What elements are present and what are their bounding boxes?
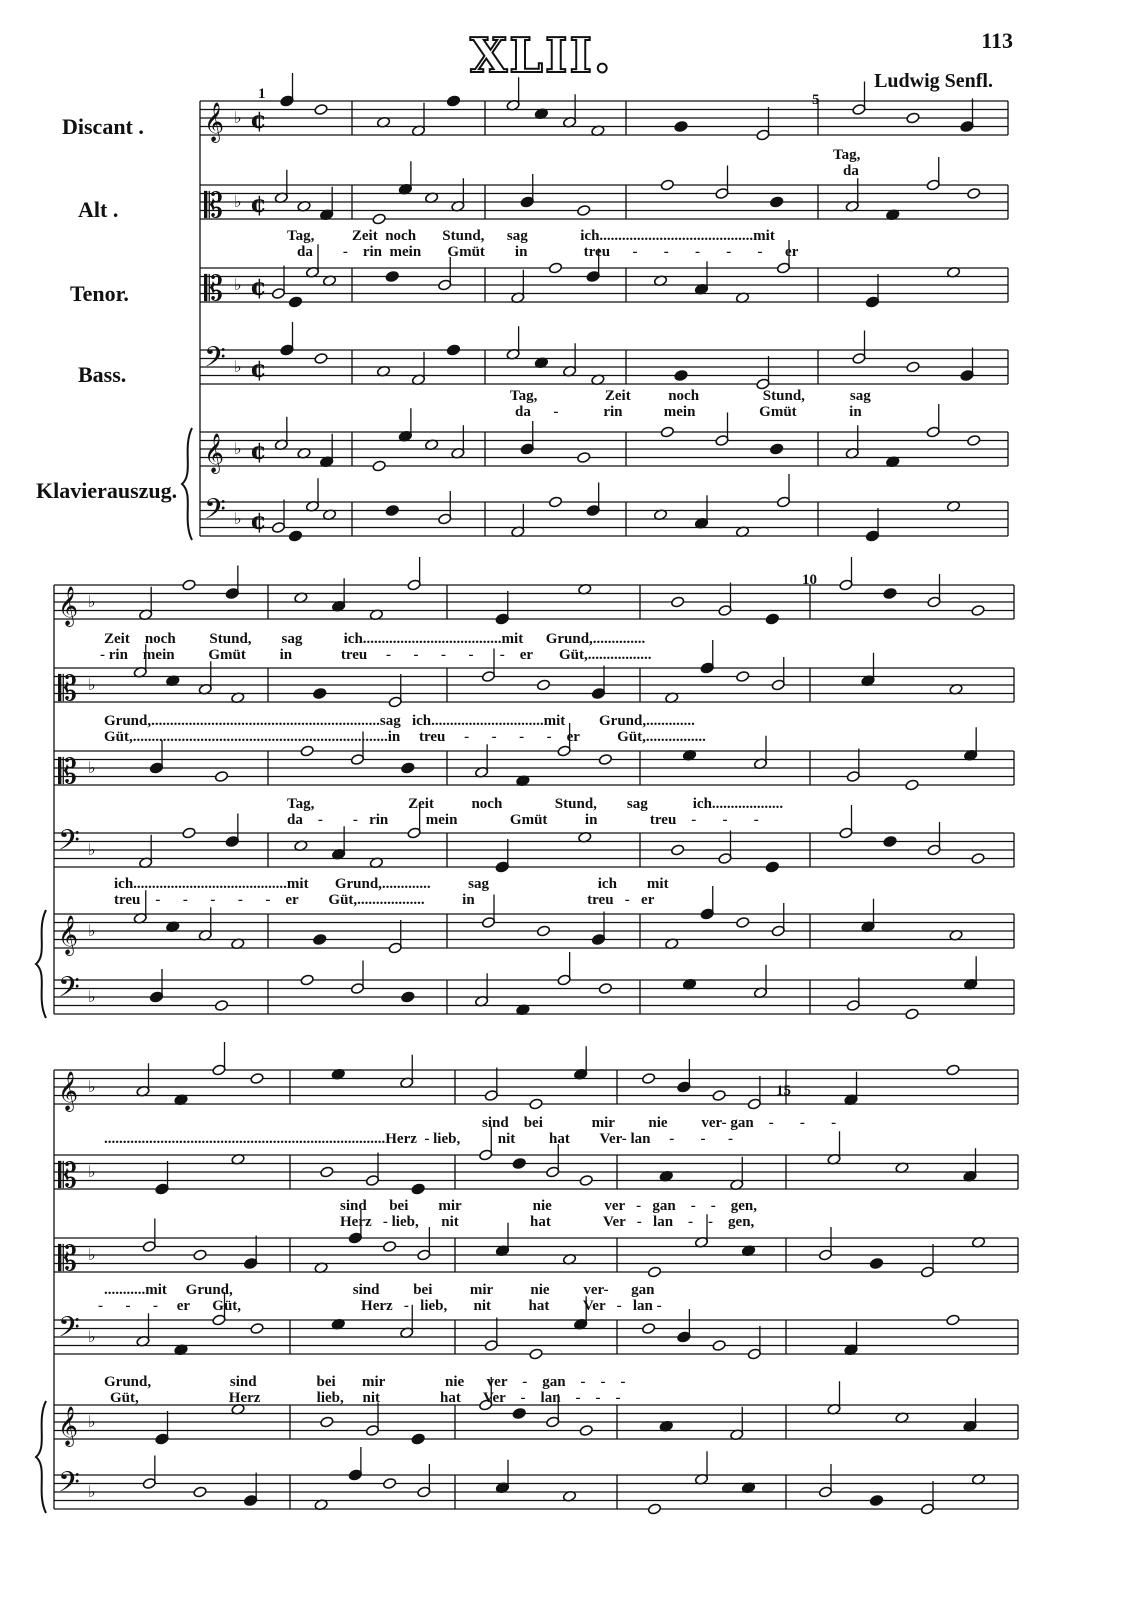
flat-key-signature: ♭ [88, 1162, 96, 1181]
lyric-s3-discant-line1: sind bei mir nie ver- gan - - - [482, 1115, 837, 1131]
note-head [385, 505, 399, 517]
voice-label-tenor: Tenor. [70, 281, 129, 306]
note-head [314, 353, 328, 365]
flat-key-signature: ♭ [88, 840, 96, 859]
note-head [529, 1348, 543, 1360]
time-signature: ¢ [250, 272, 267, 301]
lyric-s1-alt-line2: da - rin mein Gmüt in treu - - - - - er [297, 244, 799, 260]
lyric-s2-alt-line2: Güt,....................................................................in treu - - - - er Güt,................ [104, 729, 706, 745]
note-head [598, 754, 612, 766]
flat-key-signature: ♭ [88, 1482, 96, 1501]
note-head [401, 991, 415, 1003]
time-signature: ¢ [250, 506, 267, 535]
piano-brace [182, 428, 192, 540]
note-head [372, 213, 386, 225]
note-head [647, 1503, 661, 1515]
measure-number-15: 15 [776, 1083, 791, 1099]
flat-key-signature: ♭ [88, 1245, 96, 1264]
lyric-s2-bass-line1: ich.........................................mit Grund,............. sag ich mit [114, 876, 669, 892]
composer-name: Ludwig Senfl. [874, 70, 993, 92]
note-head [712, 1340, 726, 1352]
note-head [660, 426, 674, 438]
lyric-s3-discant-line2: ...........................................................................Herz - lieb, nit hat Ver- lan - - - [104, 1131, 733, 1147]
note-head [642, 1073, 656, 1085]
note-head [905, 1008, 919, 1020]
note-head [579, 1175, 593, 1187]
note-head [946, 1314, 960, 1326]
note-head [320, 1416, 334, 1428]
measure-number-10: 10 [802, 572, 817, 588]
lyric-s3-alt-line2: Herz - lieb, nit hat Ver - lan - - gen, [340, 1214, 755, 1230]
piece-title: XLII. [470, 28, 613, 84]
page-number: 113 [981, 28, 1013, 53]
flat-key-signature: ♭ [234, 108, 242, 127]
clef: 𝄡 [204, 186, 223, 226]
note-head [770, 443, 784, 455]
lyric-s2-tenor-line1: Tag, Zeit noch Stund, sag ich................... [287, 796, 784, 812]
note-head [214, 1000, 228, 1012]
clef: 𝄡 [58, 1239, 77, 1279]
time-signature: ¢ [250, 189, 267, 218]
note-head [674, 121, 688, 133]
note-head [971, 605, 985, 617]
flat-key-signature: ♭ [88, 921, 96, 940]
note-head [193, 1486, 207, 1498]
clef: 𝄞 [58, 1071, 79, 1111]
note-head [671, 844, 685, 856]
clef: 𝄞 [58, 586, 79, 626]
note-head [300, 745, 314, 757]
note-head [906, 112, 920, 124]
note-head [712, 1090, 726, 1102]
note-head [411, 1183, 425, 1195]
flat-key-signature: ♭ [88, 1327, 96, 1346]
lyric-s1-discant-line2: da [843, 163, 859, 179]
clef: 𝄞 [58, 915, 79, 955]
note-head [529, 1098, 543, 1110]
flat-key-signature: ♭ [88, 987, 96, 1006]
lyric-s2-discant-line1: Zeit noch Stund, sag ich.....................................mit Grund,.............. [104, 631, 646, 647]
time-signature: ¢ [250, 354, 267, 383]
clef: 𝄡 [58, 752, 77, 792]
time-signature: ¢ [250, 105, 267, 134]
lyric-s1-alt-line1: Tag, Zeit noch Stund, sag ich.........................................mit [287, 228, 775, 244]
lyric-s2-bass-line2: treu - - - - - er Güt,.................. in treu - er [114, 892, 655, 908]
note-head [401, 762, 415, 774]
lyric-s1-bass-line2: da - rin mein Gmüt in [515, 404, 862, 420]
flat-key-signature: ♭ [88, 758, 96, 777]
lyric-s3-tenor-line2: - - - er Güt, Herz - lieb, nit hat Ver - lan - [98, 1298, 662, 1314]
note-head [385, 271, 399, 283]
flat-key-signature: ♭ [234, 509, 242, 528]
lyric-s3-alt-line1: sind bei mir nie ver - gan - - gen, [340, 1198, 757, 1214]
note-head [906, 361, 920, 373]
note-head [765, 613, 779, 625]
measure-number-5: 5 [812, 92, 820, 108]
note-head [967, 435, 981, 447]
lyric-s3-tenor-line1: ...........mit Grund, sind bei mir nie ver- gan [104, 1282, 655, 1298]
note-head [642, 1323, 656, 1335]
note-head [182, 579, 196, 591]
note-head [372, 460, 386, 472]
clef: 𝄞 [204, 433, 225, 473]
lyric-s3-bass-line1: Grund, sind bei mir nie ver - gan - - - [104, 1374, 626, 1390]
lyric-s3-bass-line2: Güt, Herz lieb, nit hat Ver - lan - - - [110, 1390, 621, 1406]
lyric-s1-discant-line1: Tag, [833, 147, 861, 163]
clef: 𝄞 [58, 1406, 79, 1446]
note-head [300, 974, 314, 986]
note-head [548, 496, 562, 508]
flat-key-signature: ♭ [88, 592, 96, 611]
note-head [512, 1158, 526, 1170]
flat-key-signature: ♭ [88, 1077, 96, 1096]
note-head [313, 934, 327, 946]
note-head [674, 370, 688, 382]
note-head [736, 917, 750, 929]
note-head [971, 853, 985, 865]
note-head [883, 588, 897, 600]
note-head [736, 671, 750, 683]
note-head [660, 179, 674, 191]
note-head [869, 1495, 883, 1507]
flat-key-signature: ♭ [234, 275, 242, 294]
note-head [193, 1249, 207, 1261]
clef: 𝄢 [58, 824, 80, 864]
note-head [214, 771, 228, 783]
clef: 𝄢 [58, 971, 80, 1011]
note-head [250, 1073, 264, 1085]
note-head [577, 452, 591, 464]
voice-label-alt: Alt . [78, 197, 119, 222]
note-head [946, 1064, 960, 1076]
note-head [411, 1433, 425, 1445]
voice-label-bass: Bass. [78, 362, 127, 387]
note-head [967, 188, 981, 200]
clef: 𝄢 [58, 1311, 80, 1351]
flat-key-signature: ♭ [234, 192, 242, 211]
lyric-s2-alt-line1: Grund,.............................................................sag ich..............................mit Grund,............. [104, 713, 695, 729]
note-head [512, 1408, 526, 1420]
note-head [250, 1323, 264, 1335]
note-head [313, 688, 327, 700]
flat-key-signature: ♭ [234, 357, 242, 376]
note-head [314, 104, 328, 116]
note-head [446, 95, 460, 107]
flat-key-signature: ♭ [234, 439, 242, 458]
note-head [765, 861, 779, 873]
note-head [383, 1241, 397, 1253]
note-head [770, 196, 784, 208]
measure-number-1: 1 [258, 86, 266, 102]
flat-key-signature: ♭ [88, 675, 96, 694]
note-head [579, 1425, 593, 1437]
clef: 𝄡 [58, 1156, 77, 1196]
note-head [598, 983, 612, 995]
note-head [182, 827, 196, 839]
voice-label-piano: Klavierauszug. [36, 478, 178, 503]
note-head [288, 296, 302, 308]
note-head [905, 779, 919, 791]
flat-key-signature: ♭ [88, 1412, 96, 1431]
voice-label-discant: Discant . [62, 114, 144, 139]
lyric-s1-bass-line1: Tag, Zeit noch Stund, sag [510, 388, 871, 404]
note-head [536, 925, 550, 937]
piano-brace [36, 910, 46, 1018]
note-head [869, 1258, 883, 1270]
note-head [320, 1166, 334, 1178]
note-head [536, 679, 550, 691]
clef: 𝄢 [58, 1466, 80, 1506]
clef: 𝄡 [58, 669, 77, 709]
lyric-s2-discant-line2: - rin mein Gmüt in treu - - - - - er Güt,................. [100, 647, 652, 663]
lyric-s2-tenor-line2: da - - rin mein Gmüt in treu - - - [287, 812, 759, 828]
clef: 𝄡 [204, 269, 223, 309]
clef: 𝄢 [204, 493, 226, 533]
note-head [548, 262, 562, 274]
note-head [883, 836, 897, 848]
clef: 𝄢 [204, 341, 226, 381]
note-head [383, 1478, 397, 1490]
time-signature: ¢ [250, 436, 267, 465]
note-head [288, 530, 302, 542]
clef: 𝄞 [204, 102, 225, 142]
piano-brace [36, 1401, 46, 1513]
note-head [647, 1266, 661, 1278]
note-head [446, 344, 460, 356]
note-head [577, 205, 591, 217]
note-head [671, 596, 685, 608]
